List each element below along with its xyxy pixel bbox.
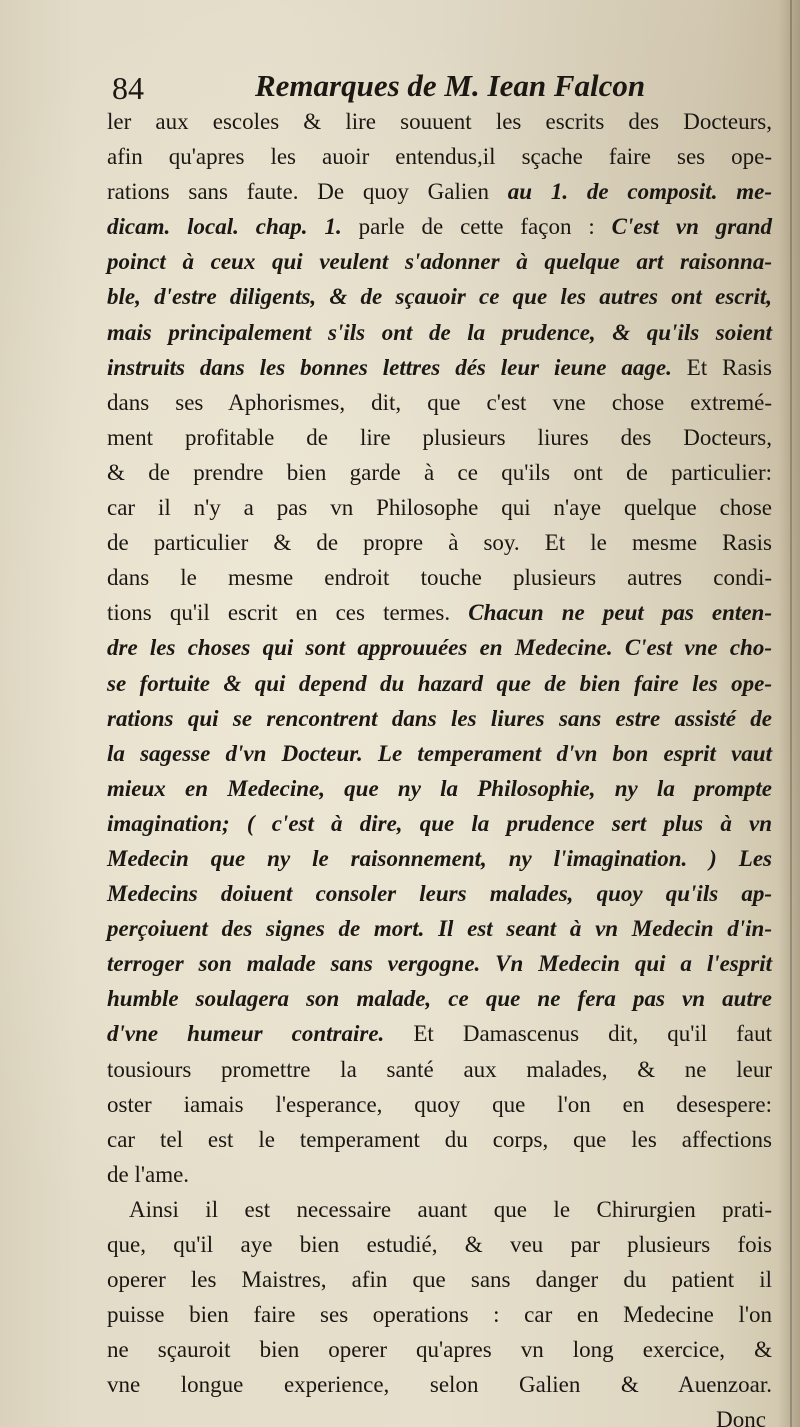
text-line	[107, 385, 772, 420]
roman-text-segment: ne sçauroit bien operer qu'apres vn long exercice, &	[107, 1337, 772, 1363]
roman-text-segment: operer les Maistres, afin que sans danger du patient il	[107, 1267, 772, 1293]
italic-text-segment: se fortuite & qui depend du hazard que de bien faire les ope-	[107, 670, 772, 696]
roman-text-segment: Et Rasis	[671, 354, 772, 380]
roman-text-segment: ler aux escoles & lire souuent les escrits des Docteurs,	[107, 109, 772, 134]
italic-text-segment: imagination; ( c'est à dire, que la prudence sert plus à vn	[107, 810, 772, 836]
text-line	[107, 1192, 772, 1227]
roman-text-segment: rations sans faute. De quoy Galien	[107, 179, 508, 205]
roman-text-segment: afin qu'apres les auoir entendus,il sçache faire ses ope-	[107, 144, 772, 170]
roman-text-segment: de l'ame.	[107, 1161, 190, 1187]
text-line	[107, 1157, 772, 1192]
roman-text-segment: & de prendre bien garde à ce qu'ils ont de particulier:	[107, 459, 772, 485]
catchword: Donc	[716, 1407, 766, 1427]
text-line	[107, 104, 772, 139]
italic-text-segment: Medecin que ny le raisonnement, ny l'imagination. ) Les	[107, 845, 772, 871]
text-line	[107, 209, 772, 244]
text-line	[107, 911, 772, 946]
roman-text-segment: ment profitable de lire plusieurs liures des Docteurs,	[107, 424, 772, 450]
text-line	[107, 701, 772, 736]
text-line	[107, 525, 772, 560]
spine-shadow	[778, 0, 800, 1427]
text-line	[107, 1227, 772, 1262]
italic-text-segment: perçoiuent des signes de mort. Il est seant à vn Medecin d'in-	[107, 916, 772, 942]
text-line	[107, 315, 772, 350]
italic-text-segment: humble soulagera son malade, ce que ne fera pas vn autre	[107, 986, 772, 1012]
roman-text-segment: dans ses Aphorismes, dit, que c'est vne chose extremé-	[107, 389, 772, 415]
italic-text-segment: poinct à ceux qui veulent s'adonner à quelque art raisonna-	[107, 249, 772, 275]
italic-text-segment: dicam. local. chap. 1.	[107, 214, 342, 240]
text-line	[107, 630, 772, 665]
italic-text-segment: mieux en Medecine, que ny la Philosophie, ny la prompte	[107, 775, 772, 801]
text-line	[107, 279, 772, 314]
text-line	[107, 420, 772, 455]
italic-text-segment: Medecins doiuent consoler leurs malades, quoy qu'ils ap-	[107, 881, 772, 907]
spine-edge	[790, 0, 792, 1427]
italic-text-segment: dre les choses qui sont approuuées en Medecine. C'est vne cho-	[107, 635, 772, 661]
text-line	[107, 455, 772, 490]
text-line	[107, 139, 772, 174]
italic-text-segment: instruits dans les bonnes lettres dés leur ieune aage.	[107, 354, 672, 380]
text-line	[107, 946, 772, 981]
roman-text-segment: tions qu'il escrit en ces termes.	[107, 600, 469, 626]
roman-text-segment: que, qu'il aye bien estudié, & veu par plusieurs fois	[107, 1232, 772, 1257]
text-line	[107, 1297, 772, 1332]
text-line	[107, 1016, 772, 1051]
text-line	[107, 1332, 772, 1367]
italic-text-segment: rations qui se rencontrent dans les liures sans estre assisté de	[107, 705, 772, 731]
italic-text-segment: Chacun ne peut pas enten-	[468, 600, 772, 626]
text-line	[107, 666, 772, 701]
italic-text-segment: ble, d'estre diligents, & de sçauoir ce que les autres ont escrit,	[107, 284, 772, 310]
text-line	[107, 244, 772, 279]
roman-text-segment: Ainsi il est necessaire auant que le Chirurgien prati-	[129, 1196, 772, 1222]
text-line	[107, 806, 772, 841]
body-text	[107, 104, 772, 1427]
italic-text-segment: d'vne humeur contraire.	[107, 1021, 385, 1047]
text-line	[107, 1087, 772, 1122]
text-line	[107, 736, 772, 771]
roman-text-segment: car il n'y a pas vn Philosophe qui n'aye quelque chose	[107, 495, 772, 521]
roman-text-segment: parle de cette façon :	[341, 214, 612, 240]
text-line	[107, 174, 772, 209]
text-line	[107, 1262, 772, 1297]
catchword-line	[107, 1402, 772, 1427]
page-number: 84	[112, 70, 144, 106]
text-line	[107, 560, 772, 595]
text-line	[107, 1367, 772, 1402]
text-line	[107, 1122, 772, 1157]
italic-text-segment: au 1. de composit. me-	[507, 179, 772, 205]
roman-text-segment: puisse bien faire ses operations : car en Medecine l'on	[107, 1302, 772, 1328]
roman-text-segment: Et Damascenus dit, qu'il faut	[384, 1021, 772, 1047]
roman-text-segment: vne longue experience, selon Galien & Auenzoar.	[107, 1372, 772, 1398]
roman-text-segment: car tel est le temperament du corps, que les affections	[107, 1126, 772, 1152]
text-line	[107, 1052, 772, 1087]
italic-text-segment: C'est vn grand	[611, 214, 773, 240]
roman-text-segment: oster iamais l'esperance, quoy que l'on en desespere:	[107, 1091, 772, 1117]
text-line	[107, 876, 772, 911]
text-line	[107, 981, 772, 1016]
text-line	[107, 771, 772, 806]
italic-text-segment: mais principalement s'ils ont de la prudence, & qu'ils soient	[107, 319, 772, 345]
roman-text-segment: de particulier & de propre à soy. Et le mesme Rasis	[107, 530, 772, 556]
italic-text-segment: terroger son malade sans vergogne. Vn Medecin qui a l'esprit	[107, 951, 772, 977]
text-line	[107, 350, 772, 385]
running-title: Remarques de M. Iean Falcon	[255, 68, 646, 103]
text-line	[107, 841, 772, 876]
text-line	[107, 595, 772, 630]
roman-text-segment: dans le mesme endroit touche plusieurs autres condi-	[107, 565, 772, 591]
text-line	[107, 490, 772, 525]
roman-text-segment: tousiours promettre la santé aux malades, & ne leur	[107, 1056, 772, 1082]
italic-text-segment: la sagesse d'vn Docteur. Le temperament d'vn bon esprit vaut	[107, 740, 772, 766]
